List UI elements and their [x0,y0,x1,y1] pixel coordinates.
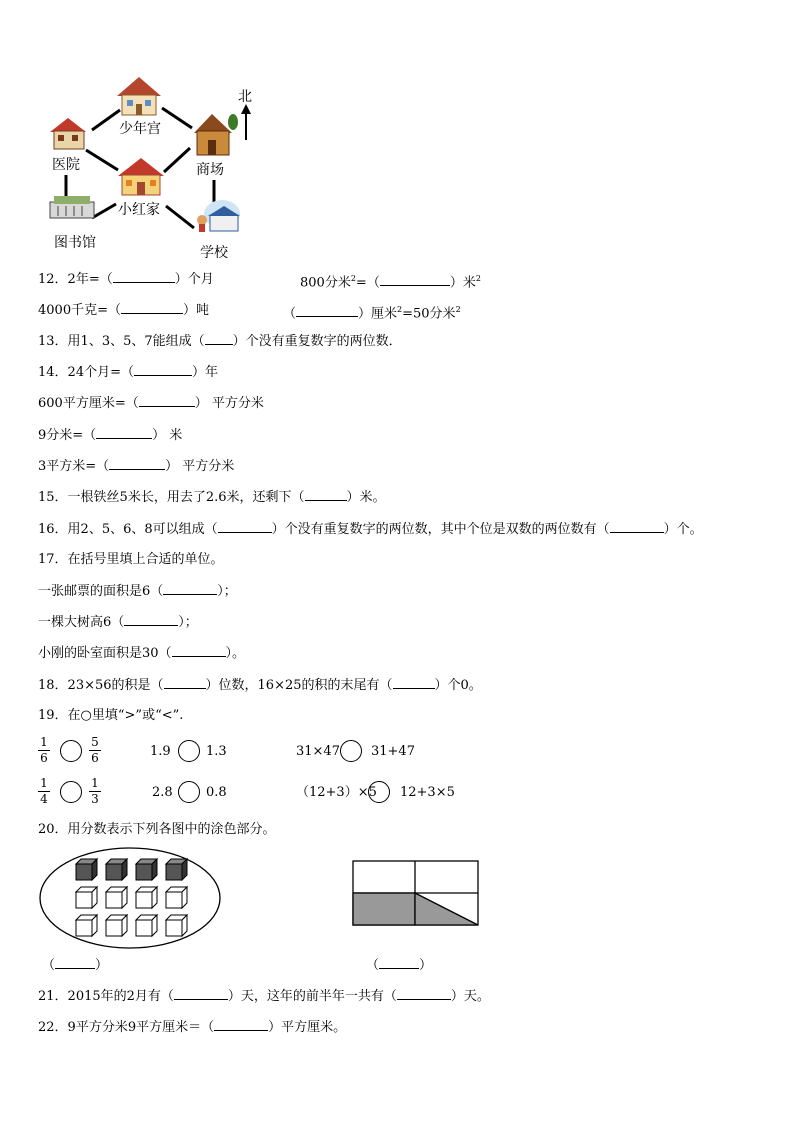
cube [106,887,127,908]
q17-l1-text-a: 一张邮票的面积是6（ [38,584,164,599]
q18-blank-2[interactable] [393,677,435,689]
q17-l1-text-b: ）； [217,584,237,599]
q18-blank-1[interactable] [164,677,206,689]
frac-2-numerator: 5 [89,735,101,751]
q15-blank[interactable] [305,489,347,501]
frac-1-denominator: 6 [40,751,48,765]
q13-blank[interactable] [205,333,233,345]
q21-blank-2[interactable] [397,988,451,1000]
q22 [38,1019,346,1036]
q17-line1 [38,583,237,600]
q12b-text-d: ）厘米 [358,306,398,322]
q12-sup-1: 2 [350,274,356,283]
q21-blank-1[interactable] [174,988,228,1000]
q17-blank-3[interactable] [172,645,226,657]
q12-blank-2[interactable] [380,274,450,286]
q16-blank-1[interactable] [218,521,272,533]
cube-shaded [166,859,187,880]
school-label: 学校 [200,245,228,261]
q14-line4 [38,458,234,475]
q14-l4-text-b: ） 平方分米 [165,459,235,474]
q19-c1-left: 1.9 [150,744,171,759]
q20-answer-2 [366,957,432,974]
palace-house-icon [117,77,161,115]
q13 [38,333,402,350]
q16-text-b: ）个没有重复数字的两位数，其中个位是双数的两位数有（ [271,522,610,537]
q19-frac-2 [89,735,101,766]
line-home-school [166,206,194,228]
q17-l3-text-a: 小刚的卧室面积是30（ [38,646,172,661]
frac-4-numerator: 1 [89,776,101,792]
q17-l3-text-b: ）。 [225,646,246,661]
q18 [38,677,482,694]
rect-shaded-triangle [415,893,478,925]
library-building-icon [50,196,94,218]
q20-title: 20．用分数表示下列各图中的涂色部分。 [38,822,276,837]
cube [136,915,157,936]
frac-4-denominator: 3 [91,792,99,806]
line-palace-mall [162,108,192,128]
q16-text-a: 16．用2、5、6、8可以组成（ [38,522,218,537]
q12b-blank-1[interactable] [121,302,183,314]
q20-ans2-close: ） [419,958,433,973]
q17-l2-text-a: 一棵大树高6（ [38,615,125,630]
q16 [38,521,703,538]
q12-line1-right [300,271,481,291]
q12-text-a: 12．2年=（ [38,272,113,287]
library-label: 图书馆 [54,235,96,251]
q16-blank-2[interactable] [610,521,664,533]
q19-c2-right: 0.8 [206,785,227,800]
q18-text-a: 18．23×56的积是（ [38,678,164,693]
q12b-text-c: （ [283,306,297,322]
cube-grid [76,859,187,936]
q17-blank-2[interactable] [124,614,178,626]
q20-blank-2[interactable] [379,957,419,969]
q17-line2 [38,614,198,631]
q14-l3-text-b: ） 米 [152,428,183,443]
q20-rect-figure [352,860,482,930]
q14-blank-4[interactable] [109,458,165,470]
q16-text-c: ）个。 [663,522,703,537]
q12-text-c: 800分米 [300,275,351,291]
q19-c4-right: 12+3×5 [400,785,455,800]
q14-l1-text-a: 14．24个月=（ [38,365,134,380]
q12b-text-b: ）吨 [182,303,209,318]
q12b-sup-2: 2 [455,305,461,314]
q17-title: 17．在括号里填上合适的单位。 [38,552,224,567]
q21 [38,988,490,1005]
q14-blank-1[interactable] [134,364,192,376]
q18-text-b: ）位数，16×25的积的末尾有（ [205,678,393,693]
q12-line2-right [283,302,461,322]
q12-text-b: ）个月 [174,272,214,287]
cube [76,887,97,908]
q19-compare-circle-4[interactable] [60,781,82,803]
line-hospital-home [86,150,118,170]
q20-ans1-open: （ [42,958,56,973]
frac-1-numerator: 1 [38,735,50,751]
q19-c3-left: 31×47 [296,744,340,759]
q19-frac-4 [89,776,101,807]
q14-line3 [38,427,182,444]
q17-line3 [38,645,245,662]
q12-text-d: =（ [355,275,380,291]
cube [136,887,157,908]
q20-ans2-open: （ [366,958,380,973]
frac-3-denominator: 4 [40,792,48,806]
q14-l3-text-a: 9分米=（ [38,428,97,443]
q20-cubes-figure [38,845,238,955]
q19-c1-right: 1.3 [206,744,227,759]
q12-sup-2: 2 [475,274,481,283]
q14-line1 [38,364,218,381]
q19-compare-circle-2[interactable] [178,740,200,762]
q12-line2-left [38,302,209,319]
q21-text-a: 21．2015年的2月有（ [38,989,174,1004]
q12b-blank-2[interactable] [296,305,358,317]
q19-compare-circle-3[interactable] [340,740,362,762]
q13-text-a: 13．用1、3、5、7能组成（ [38,334,205,349]
q19-compare-circle-6[interactable] [368,781,390,803]
line-home-mall [164,148,190,172]
q17-l2-text-b: ）； [178,615,198,630]
hospital-house-icon [50,118,86,149]
hospital-label: 医院 [52,157,80,173]
north-arrow-icon [241,104,251,114]
frac-3-numerator: 1 [38,776,50,792]
cube [76,915,97,936]
cube [166,887,187,908]
q19-frac-1 [38,735,50,766]
q12-line1-left [38,271,214,288]
q20-ans1-close: ） [95,958,109,973]
q17-blank-1[interactable] [163,583,217,595]
q21-text-b: ）天，这年的前半年一共有（ [227,989,397,1004]
q12-text-e: ）米 [449,275,476,291]
q12b-text-a: 4000千克=（ [38,303,121,318]
q13-text-b: ）个没有重复数字的两位数． [232,334,402,349]
q18-text-c: ）个0。 [434,678,482,693]
q19-c4-left: （12+3）×5 [296,785,377,800]
q14-l2-text-a: 600平方厘米=（ [38,396,139,411]
cubes-ellipse [40,848,220,948]
north-label: 北 [238,89,252,105]
cube [106,915,127,936]
cube-shaded [136,859,157,880]
q20-answer-1 [42,957,108,974]
school-building-icon [197,200,240,232]
q19-compare-circle-1[interactable] [60,740,82,762]
q14-blank-2[interactable] [139,395,195,407]
rect-shaded-quarter [353,893,415,925]
q15-text-b: ）米。 [346,490,386,505]
home-label: 小红家 [118,202,160,218]
q19-c2-left: 2.8 [152,785,173,800]
q22-text-a: 22．9平方分米9平方厘米＝（ [38,1020,215,1035]
cube-shaded [106,859,127,880]
q14-line2 [38,395,264,412]
mall-house-icon [194,114,238,155]
q14-l2-text-b: ） 平方分米 [194,396,264,411]
line-library-home [92,204,116,218]
q12-blank-1[interactable] [113,271,175,283]
q14-l4-text-a: 3平方米=（ [38,459,110,474]
line-hospital-palace [92,110,120,130]
home-house-icon [118,158,164,195]
cube [166,915,187,936]
q19-c3-right: 31+47 [371,744,415,759]
q14-l1-text-b: ）年 [191,365,218,380]
q15-text-a: 15．一根铁丝5米长，用去了2.6米，还剩下（ [38,490,305,505]
q19-title: 19．在○里填“>”或“<”. [38,708,184,723]
q19-frac-3 [38,776,50,807]
q21-text-c: ）天。 [450,989,490,1004]
q14-blank-3[interactable] [96,427,152,439]
q19-compare-circle-5[interactable] [178,781,200,803]
frac-2-denominator: 6 [91,751,99,765]
q22-blank[interactable] [214,1019,268,1031]
mall-label: 商场 [196,162,224,178]
cube-shaded [76,859,97,880]
q15 [38,489,386,506]
q12b-text-e: =50分米 [402,306,456,322]
palace-label: 少年宫 [119,121,161,137]
q12b-sup-1: 2 [397,305,403,314]
q20-blank-1[interactable] [55,957,95,969]
q22-text-b: ）平方厘米。 [268,1020,347,1035]
